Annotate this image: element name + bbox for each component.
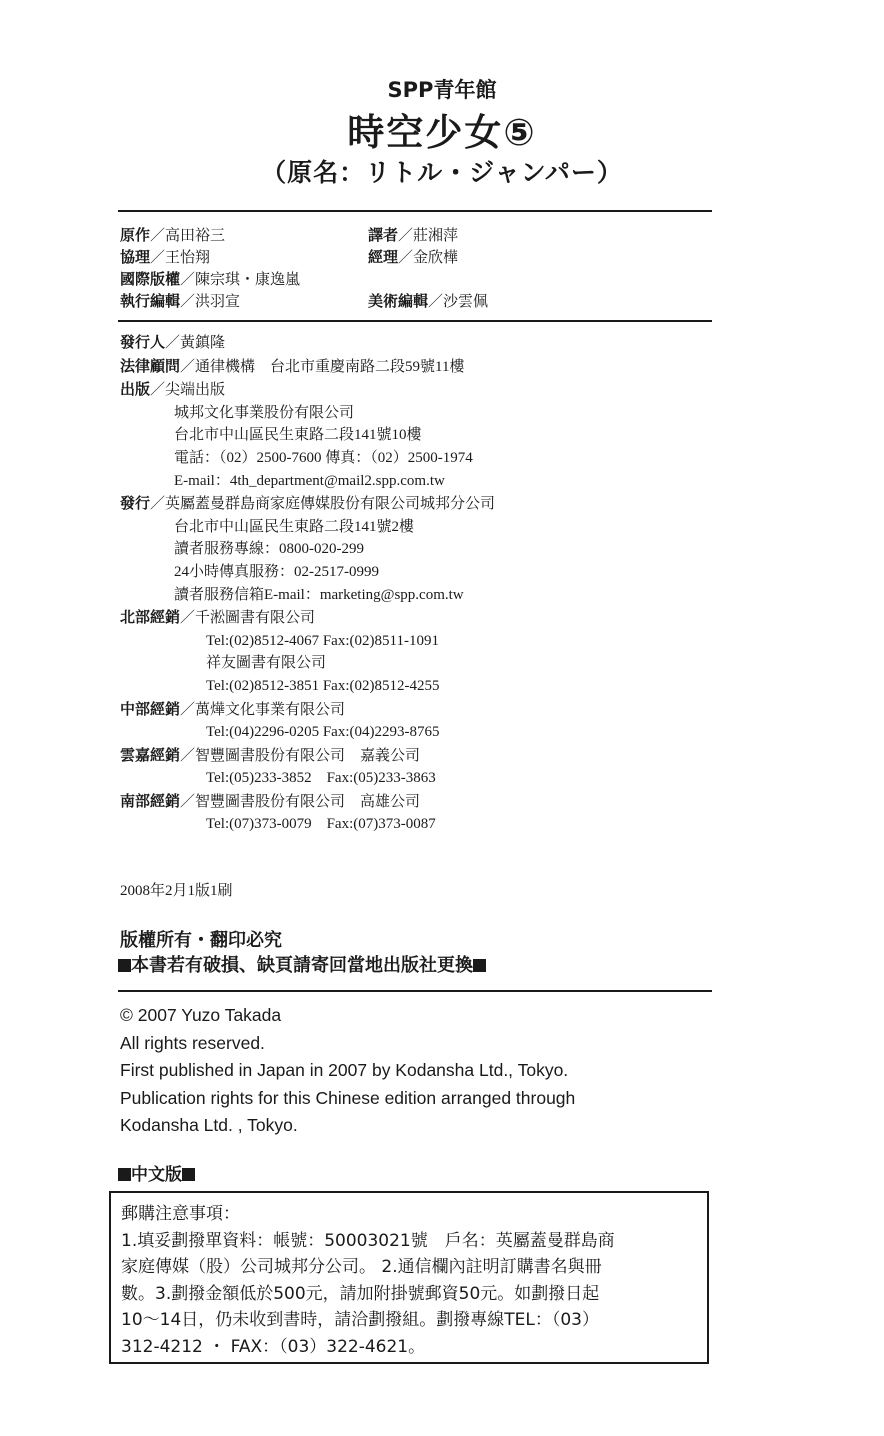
credit-role: 原作 [120,226,151,244]
publisher-line [120,744,495,768]
publisher-line-label: 北部經銷 [120,608,181,627]
notice-line: 家庭傳媒（股）公司城邦分公司。 2.通信欄內註明訂購書名與冊 [121,1257,602,1277]
publisher-line-text: 電話：（02）2500-7600 傳真：（02）2500-1974 [174,449,473,466]
publisher-line-text: ／尖端出版 [150,382,226,399]
divider-top [118,210,712,212]
publisher-line-text: ／通律機構 台北市重慶南路二段59號11樓 [180,358,465,375]
damaged-return-notice [118,951,486,977]
publisher-line [120,402,495,425]
publisher-line [120,767,495,790]
publisher-line-text: E-mail：4th_department@mail2.spp.com.tw [174,472,445,489]
publisher-line-label: 出版 [120,380,151,399]
credit-name: ／洪羽宣 [180,292,241,310]
publisher-line [120,538,495,561]
credit-executive-editor [120,290,240,311]
publisher-line [120,584,495,607]
copyright-line: Kodansha Ltd. , Tokyo. [120,1115,298,1135]
publisher-line-text: ／萬燁文化事業有限公司 [180,701,346,718]
english-copyright [120,1002,575,1140]
credit-name: ／王怡翔 [150,248,211,266]
publisher-line [120,721,495,744]
publisher-line [120,698,495,722]
publisher-line-text: 24小時傳真服務：02-2517-0999 [174,563,379,580]
publisher-line-text: ／智豐圖書股份有限公司 嘉義公司 [180,747,421,764]
publisher-line [120,652,495,675]
notice-line: 312-4212 ・ FAX：（03）322-4621。 [121,1336,426,1357]
credit-role: 執行編輯 [120,292,181,310]
divider-credits [118,320,712,322]
credit-role: 美術編輯 [368,292,429,310]
publisher-line [120,492,495,516]
publisher-line [120,561,495,584]
publisher-line [120,378,495,402]
credit-name: ／莊湘萍 [398,226,459,244]
publisher-line-text: Tel:(02)8512-3851 Fax:(02)8512-4255 [206,677,440,694]
publisher-line-label: 發行人 [120,333,166,351]
publisher-line-text: 讀者服務信箱E-mail：marketing@spp.com.tw [174,586,464,603]
publisher-line-label: 中部經銷 [120,699,181,718]
publisher-line [120,331,495,355]
publisher-line [120,447,495,470]
credit-associate-manager [120,246,210,267]
publisher-line [120,675,495,698]
edition-line: 2008年2月1版1刷 [120,883,233,899]
credit-author [120,224,225,245]
publisher-line [120,470,495,493]
publisher-line [120,630,495,653]
rights-reserved: 版權所有・翻印必究 [120,930,282,951]
credit-role: 國際版權 [120,270,181,288]
divider-rights [118,990,712,992]
credit-role: 經理 [368,248,399,266]
publisher-line-text: Tel:(07)373-0079 Fax:(07)373-0087 [206,816,436,833]
publisher-line-label: 發行 [120,494,151,513]
notice-line: 1.填妥劃撥單資料：帳號：50003021號 戶名：英屬蓋曼群島商 [121,1230,615,1251]
credit-international-rights [120,268,300,289]
publisher-line [120,790,495,814]
publisher-line [120,424,495,447]
credit-role: 協理 [120,248,151,266]
publisher-line-label: 法律顧問 [120,356,181,375]
copyright-line: © 2007 Yuzo Takada [120,1005,282,1025]
notice-line: 數。3.劃撥金額低於500元，請加附掛號郵資50元。如劃撥日起 [121,1283,600,1304]
publisher-info [120,331,495,836]
publisher-line [120,813,495,836]
copyright-line: Publication rights for this Chinese edition arranged through [120,1087,576,1108]
mail-order-notice-box [109,1191,709,1364]
publisher-line-text: ／英屬蓋曼群島商家庭傳媒股份有限公司城邦分公司 [150,496,496,513]
publisher-line-text: Tel:(05)233-3852 Fax:(05)233-3863 [206,770,436,787]
publisher-line-text: 讀者服務專線：0800-020-299 [174,541,364,558]
publisher-line-label: 雲嘉經銷 [120,745,181,764]
publisher-line-text: 台北市中山區民生東路二段141號2樓 [174,518,415,535]
credit-name: ／金欣樺 [398,248,459,266]
publisher-line [120,355,495,379]
credit-name: ／沙雲佩 [428,292,489,310]
credit-art-editor [368,290,488,311]
publisher-line-label: 南部經銷 [120,791,181,810]
publisher-line-text: Tel:(02)8512-4067 Fax:(02)8511-1091 [206,632,439,649]
publisher-line-text: 祥友圖書有限公司 [206,655,327,672]
square-bullet-icon [118,1168,131,1181]
book-title: 時空少女⑤ [347,111,537,154]
credit-translator [368,224,458,245]
original-title: （原名：リトル・ジャンパー） [261,158,623,187]
publisher-line-text: ／千淞圖書有限公司 [180,610,316,627]
credit-name: ／陳宗琪・康逸嵐 [180,270,301,288]
publisher-line-text: 台北市中山區民生東路二段141號10樓 [174,427,422,444]
copyright-line: All rights reserved. [120,1032,265,1053]
credit-name: ／高田裕三 [150,226,226,244]
publisher-line-text: ／黃鎮隆 [165,335,226,351]
copyright-line: First published in Japan in 2007 by Kodansha Ltd., Tokyo. [120,1060,569,1080]
credit-manager [368,246,458,267]
square-bullet-icon [118,959,131,972]
mail-order-notice [121,1201,615,1360]
notice-title: 郵購注意事項： [121,1204,240,1224]
credit-role: 譯者 [368,226,399,244]
chinese-edition-text: 中文版 [131,1165,182,1185]
square-bullet-icon [182,1168,195,1181]
damaged-return-text: 本書若有破損、缺頁請寄回當地出版社更換 [131,955,473,976]
notice-line: 10～14日，仍未收到書時，請洽劃撥組。劃撥專線TEL：（03） [121,1310,599,1330]
publisher-line [120,516,495,539]
square-bullet-icon [473,959,486,972]
chinese-edition-label [118,1160,195,1185]
publisher-line-text: ／智豐圖書股份有限公司 高雄公司 [180,793,421,810]
publisher-line-text: Tel:(04)2296-0205 Fax:(04)2293-8765 [206,724,440,741]
publisher-line [120,606,495,630]
imprint-name: SPP青年館 [387,78,497,102]
publisher-line-text: 城邦文化事業股份有限公司 [174,404,355,421]
